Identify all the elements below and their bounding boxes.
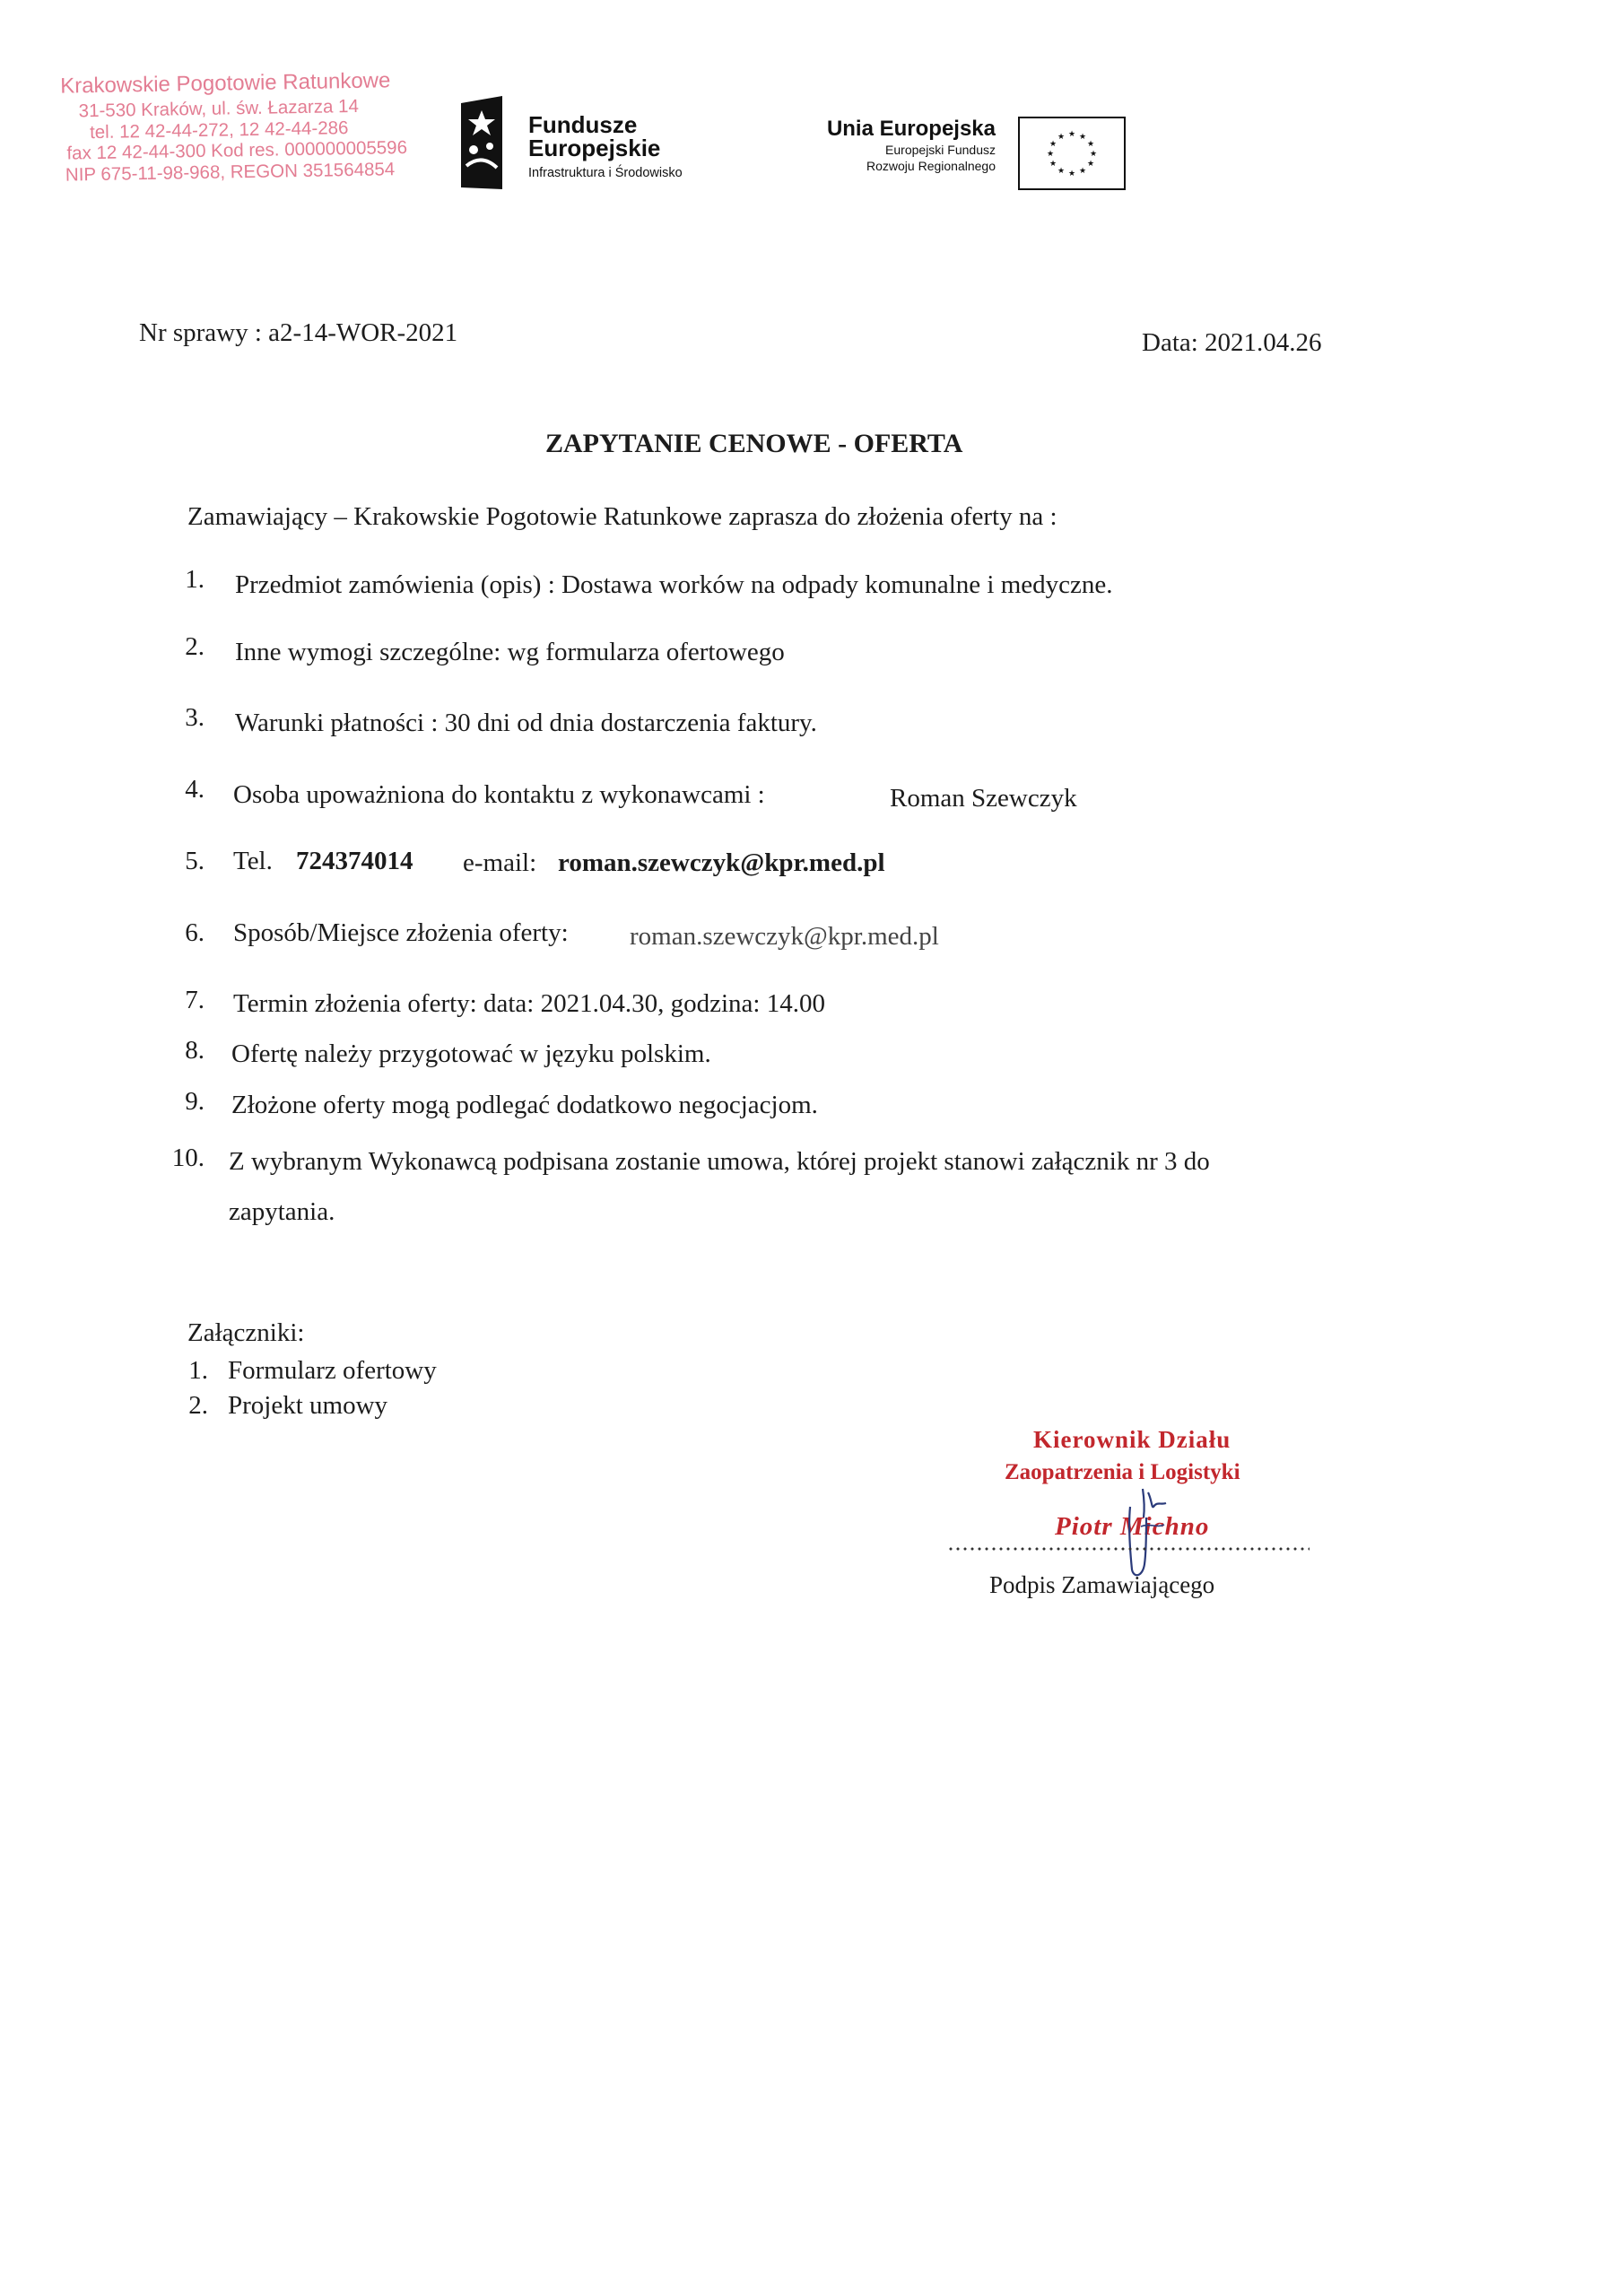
- email-link[interactable]: roman.szewczyk@kpr.med.pl: [558, 848, 885, 877]
- document-title: ZAPYTANIE CENOWE - OFERTA: [545, 429, 963, 458]
- fe-line3: Infrastruktura i Środowisko: [528, 166, 683, 180]
- svg-text:★: ★: [1049, 140, 1057, 149]
- eu-line2: Europejski Fundusz: [885, 143, 996, 157]
- item-text: Złożone oferty mogą podlegać dodatkowo negocjacjom.: [231, 1091, 818, 1119]
- item-number: 9.: [185, 1087, 205, 1116]
- fundusze-europejskie-logo: [459, 94, 504, 191]
- item-number: 7.: [185, 986, 205, 1014]
- submission-email[interactable]: roman.szewczyk@kpr.med.pl: [630, 922, 939, 951]
- intro-text: Zamawiający – Krakowskie Pogotowie Ratunkowe zaprasza do złożenia oferty na :: [187, 502, 1057, 531]
- item-number: 5.: [185, 847, 205, 875]
- svg-text:★: ★: [1078, 167, 1087, 176]
- attachment-number: 2.: [188, 1391, 208, 1420]
- svg-text:★: ★: [1057, 133, 1066, 142]
- attachment-item: Formularz ofertowy: [228, 1356, 437, 1385]
- signature-stamp-name: Piotr Michno: [1055, 1512, 1210, 1541]
- svg-text:★: ★: [1057, 167, 1066, 176]
- svg-text:★: ★: [1049, 160, 1057, 169]
- item-text: Inne wymogi szczególne: wg formularza ofertowego: [235, 638, 785, 666]
- item-number: 1.: [185, 565, 205, 594]
- signature-caption: Podpis Zamawiającego: [989, 1571, 1215, 1598]
- email-label: e-mail:: [463, 848, 537, 877]
- svg-text:★: ★: [1067, 170, 1076, 178]
- item-number: 2.: [185, 632, 205, 661]
- signature-line: [947, 1546, 1310, 1552]
- item-text: Z wybranym Wykonawcą podpisana zostanie umowa, której projekt stanowi załącznik nr 3 do: [229, 1147, 1210, 1176]
- contact-person: Roman Szewczyk: [890, 784, 1077, 813]
- fundusze-europejskie-text: [528, 113, 683, 181]
- fe-line1: Fundusze: [528, 111, 638, 138]
- stamp-line: NIP 675-11-98-968, REGON 351564854: [65, 158, 396, 186]
- phone-label: Tel.: [233, 847, 273, 875]
- item-text: Osoba upoważniona do kontaktu z wykonawcami :: [233, 780, 765, 809]
- svg-text:★: ★: [1046, 150, 1055, 159]
- item-number: 8.: [185, 1036, 205, 1065]
- eu-title: Unia Europejska: [826, 117, 996, 141]
- stamp-line: Krakowskie Pogotowie Ratunkowe: [59, 68, 391, 99]
- case-number: Nr sprawy : a2-14-WOR-2021: [139, 318, 458, 347]
- item-text: Warunki płatności : 30 dni od dnia dostarczenia faktury.: [235, 709, 817, 737]
- item-number: 3.: [185, 703, 205, 732]
- fe-line2: Europejskie: [528, 135, 661, 161]
- item-number: 10.: [171, 1144, 205, 1172]
- svg-text:★: ★: [1086, 160, 1095, 169]
- attachments-heading: Załączniki:: [187, 1318, 305, 1347]
- eu-flag-icon: [1018, 117, 1126, 190]
- phone-number: 724374014: [296, 847, 413, 875]
- item-number: 6.: [185, 918, 205, 947]
- signature-stamp-line2: Zaopatrzenia i Logistyki: [1005, 1460, 1240, 1484]
- item-text: Termin złożenia oferty: data: 2021.04.30, godzina: 14.00: [233, 989, 825, 1018]
- stamp-line: 31-530 Kraków, ul. św. Łazarza 14: [78, 95, 360, 122]
- document-date: Data: 2021.04.26: [1142, 328, 1322, 357]
- svg-text:★: ★: [1078, 133, 1087, 142]
- institution-stamp: [60, 66, 439, 185]
- svg-text:★: ★: [1089, 150, 1098, 159]
- eu-text: [789, 117, 996, 174]
- item-number: 4.: [185, 775, 205, 804]
- signature-stamp-line1: Kierownik Działu: [1033, 1426, 1231, 1453]
- handwritten-signature: [1103, 1471, 1229, 1587]
- stamp-line: fax 12 42-44-300 Kod res. 000000005596: [66, 136, 408, 164]
- stamp-line: tel. 12 42-44-272, 12 42-44-286: [89, 117, 349, 143]
- item-text-continued: zapytania.: [229, 1197, 335, 1226]
- eu-line3: Rozwoju Regionalnego: [866, 159, 996, 173]
- attachment-number: 1.: [188, 1356, 208, 1385]
- svg-text:★: ★: [1086, 140, 1095, 149]
- attachment-item: Projekt umowy: [228, 1391, 388, 1420]
- svg-text:★: ★: [1067, 130, 1076, 139]
- item-text: Przedmiot zamówienia (opis) : Dostawa worków na odpady komunalne i medyczne.: [235, 570, 1113, 599]
- item-text: Sposób/Miejsce złożenia oferty:: [233, 918, 569, 947]
- item-text: Ofertę należy przygotować w języku polskim.: [231, 1039, 711, 1068]
